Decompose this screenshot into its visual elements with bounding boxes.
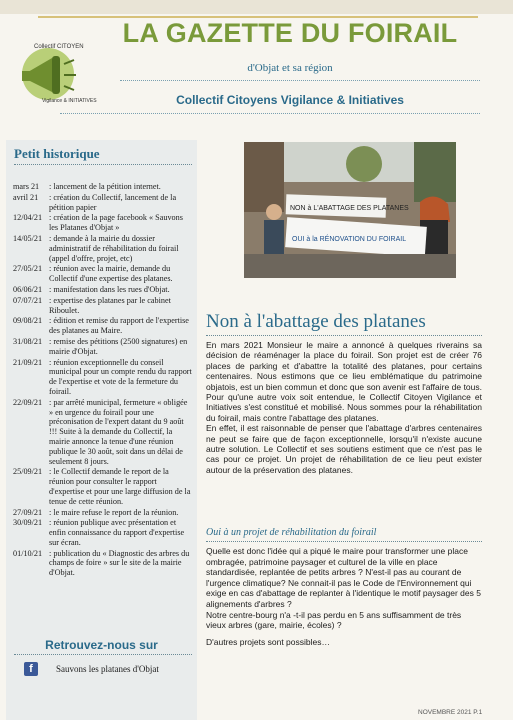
banner-yes-renovation: OUI à la RÉNOVATION DU FOIRAIL (292, 236, 407, 243)
facebook-icon[interactable]: f (24, 662, 38, 676)
history-text: : par arrêté municipal, fermeture « obligée » en urgence du foirail pour une préconisation de l'expert datant du 9 août !!! Suite à la demande du Collectif, la mairie annonce la tenue d'une réunion publique le 30 août, soit dans un délai de seulement 8 jours. (49, 397, 188, 466)
history-heading: Petit historique (14, 146, 100, 161)
history-entry (13, 234, 193, 263)
subsection-paragraph: D'autres projets sont possibles… (206, 636, 330, 647)
history-date: mars 21 (13, 182, 40, 191)
page-footer: NOVEMBRE 2021 P.1 (418, 709, 483, 716)
history-entry (13, 285, 193, 295)
banner-no-felling: NON à L'ABATTAGE DES PLATANES (290, 205, 409, 212)
article-paragraph: En mars 2021 Monsieur le maire a annoncé à quelques riverains sa décision de réaménager la place du foirail. Son projet est de créer 76 places de parking et d'abattre la totalité des platanes, pour certains centenaires. Nous estimons que ce lieu emblématique du patrimoine objatois, est un bien commun et donc que son avenir est l'affaire de tous. Pour qu'une autre voix soit entendue, le Collectif Citoyen Vigilance et Initiatives s'est constitué et mobilisé. Nous sommes pour la réhabilitation du foirail, mais contre l'abattage des platanes. (206, 340, 482, 423)
history-text: : réunion exceptionnelle du conseil municipal pour un compte rendu du rapport de l'expertise et vote de la fermeture du foirail. (49, 357, 192, 396)
history-entry (13, 264, 193, 284)
logo-bottom-text: Vigilance & INITIATIVES (42, 98, 97, 104)
history-entry (13, 193, 193, 213)
history-text: : édition et remise du rapport de l'expertise des platanes au Maire. (49, 316, 189, 336)
history-text: : manifestation dans les rues d'Objat. (49, 284, 170, 294)
divider (14, 164, 192, 165)
history-entry (13, 296, 193, 316)
history-text: : le maire refuse le report de la réunion. (49, 507, 179, 517)
history-date: 12/04/21 (13, 213, 43, 223)
history-date: 27/05/21 (13, 264, 43, 274)
subsection-body (206, 546, 482, 647)
history-list (13, 182, 193, 579)
history-entry (13, 518, 193, 547)
subsection-title: Oui à un projet de réhabilitation du foirail (206, 527, 377, 538)
history-date: 25/09/21 (13, 467, 43, 477)
subsection-paragraph: Notre centre-bourg n'a -t-il pas perdu en 5 ans suffisamment de très vieux arbres (gare, mairie, écoles) ? (206, 609, 462, 631)
follow-heading: Retrouvez-nous sur (45, 638, 158, 652)
divider (60, 113, 480, 114)
history-date: avril 21 (13, 192, 39, 202)
history-date: 27/09/21 (13, 507, 43, 517)
history-entry (13, 398, 193, 467)
history-entry (13, 182, 193, 192)
history-date: 30/09/21 (13, 518, 43, 528)
history-text: : le Collectif demande le report de la réunion pour consulter le rapport d'expertise et pour une large diffusion de la tenue de cette réunion. (49, 467, 191, 506)
history-text: : réunion publique avec présentation et enfin connaissance du rapport d'expertise sur écran. (49, 518, 185, 547)
history-text: : publication du « Diagnostic des arbres du champs de foire » sur le site de la mairie d'Objat. (49, 548, 190, 578)
megaphone-logo-icon (14, 40, 97, 104)
history-entry (13, 467, 193, 506)
divider (14, 654, 192, 655)
facebook-page-label[interactable]: Sauvons les platanes d'Objat (56, 664, 159, 674)
history-date: 07/07/21 (13, 295, 43, 305)
history-entry (13, 358, 193, 397)
history-entry (13, 316, 193, 336)
protest-photo (244, 142, 456, 278)
divider (206, 541, 482, 542)
article-paragraph: En effet, il est raisonnable de penser que l'abattage d'arbres centenaires ne peut se faire que de façon exceptionnelle, lorsqu'il n'existe aucune autre solution. Le Collectif et ses soutiens estiment que ce n'est pas le cas pour ce projet. Un projet de réhabilitation de ce lieu peut exister autour de la préservation des platanes. (206, 423, 482, 475)
logo-top-text: Collectif CITOYEN (34, 44, 84, 50)
history-text: : création de la page facebook « Sauvons les Platanes d'Objat » (49, 213, 183, 233)
history-date: 06/06/21 (13, 284, 43, 294)
article-body (206, 340, 482, 475)
sidebar-history (6, 140, 197, 720)
history-date: 14/05/21 (13, 233, 43, 243)
history-text: : expertise des platanes par le cabinet Riboulet. (49, 295, 171, 315)
history-entry (13, 337, 193, 357)
collectif-name: Collectif Citoyens Vigilance & Initiatives (176, 93, 404, 107)
history-date: 09/08/21 (13, 316, 43, 326)
history-text: : réunion avec la mairie, demande du Collectif d'une expertise des platanes. (49, 264, 173, 284)
history-entry (13, 508, 193, 518)
history-date: 01/10/21 (13, 548, 43, 558)
history-date: 22/09/21 (13, 397, 43, 407)
history-text: : création du Collectif, lancement de la pétition papier (49, 192, 177, 212)
subsection-paragraph: Quelle est donc l'idée qui a piqué le maire pour transformer une place ombragée, patrimoine paysager et culturel de la ville en place standardisée, replantée de petits arbres ? N'est-il pas au courant de l'urgence climatique? Ne connait-il pas le Code de l'Environnement qui exige en cas d'abattage de replanter à l'identique le motif paysager des 5 alignements d'arbres ? (206, 546, 481, 609)
top-bar (0, 0, 513, 14)
page-subtitle: d'Objat et sa région (247, 62, 333, 74)
history-text: : demande à la mairie du dossier administratif de réhabilitation du foirail (appel d'offre, projet, etc) (49, 233, 179, 263)
article-title: Non à l'abattage des platanes (206, 311, 426, 332)
history-date: 31/08/21 (13, 336, 43, 346)
history-entry (13, 549, 193, 578)
divider (120, 80, 480, 81)
history-entry (13, 213, 193, 233)
history-date: 21/09/21 (13, 357, 43, 367)
history-text: : remise des pétitions (2500 signatures) en mairie d'Objat. (49, 336, 188, 356)
history-text: : lancement de la pétition internet. (49, 182, 161, 191)
page-title: LA GAZETTE DU FOIRAIL (122, 18, 458, 48)
divider (206, 335, 482, 336)
